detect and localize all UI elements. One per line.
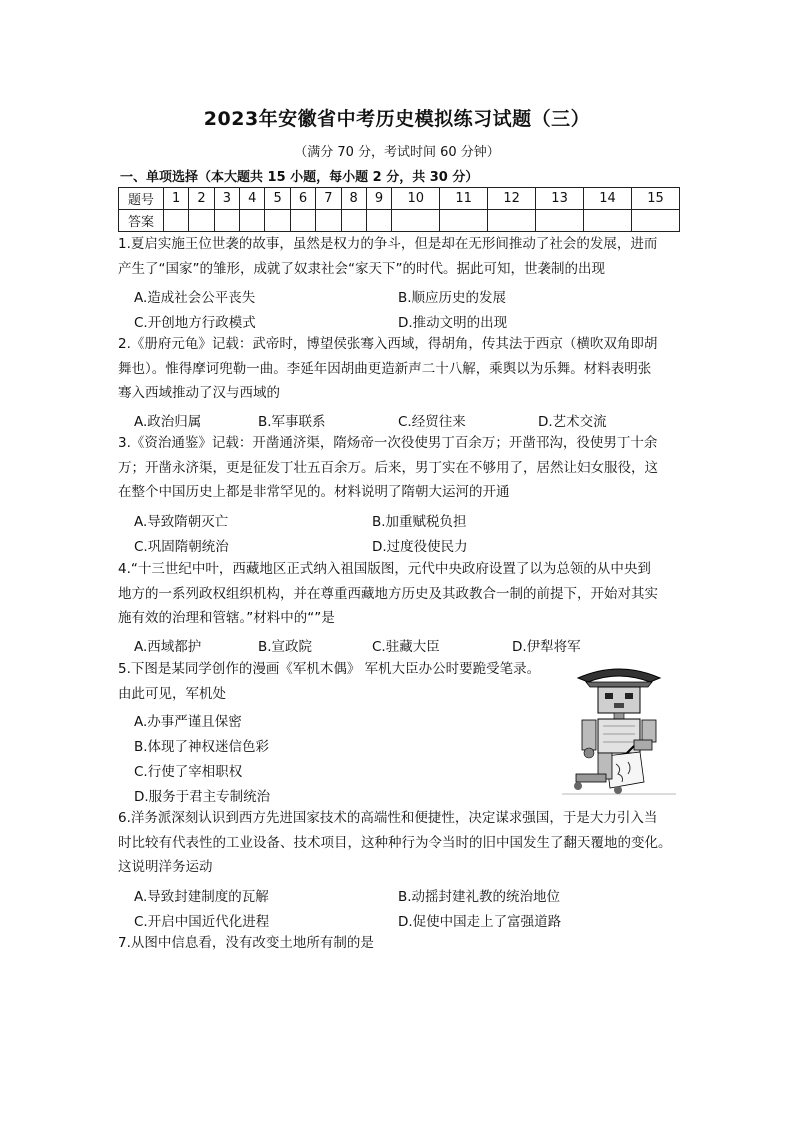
question-4-stem [118,557,678,631]
option-b[interactable]: B.宣政院 [258,639,313,655]
answer-table-answer-row [119,210,680,232]
option-d[interactable]: D.推动文明的出现 [398,315,508,331]
question-number: 4 [240,188,265,210]
answer-cell[interactable] [584,210,632,232]
option-a[interactable]: A.导致封建制度的瓦解 [134,889,269,905]
option-b[interactable]: B.动摇封建礼教的统治地位 [398,889,561,905]
option-a[interactable]: A.政治归属 [134,414,202,430]
answer-cell[interactable] [366,210,391,232]
option-b[interactable]: B.军事联系 [258,414,326,430]
question-number: 8 [341,188,366,210]
option-b[interactable]: B.体现了神权迷信色彩 [134,739,270,755]
option-a[interactable]: A.造成社会公平丧失 [134,290,256,306]
option-a[interactable]: A.办事严谨且保密 [134,714,242,730]
stem-line: 5.下图是某同学创作的漫画《军机木偶》 军机大臣办公时要跪受笔录。 [118,661,541,677]
stem-line: 产生了“国家”的雏形，成就了奴隶社会“家天下”的时代。据此可知，世袭制的出现 [118,260,605,277]
stem-line: 4.“十三世纪中叶，西藏地区正式纳入祖国版图，元代中央政府设置了以为总领的从中央到 [118,561,651,577]
stem-line: 舞也）。惟得摩诃兜勒一曲。李延年因胡曲更造新声二十八解，乘舆以为乐舞。材料表明张 [118,360,652,377]
question-6-stem [118,806,678,880]
answer-cell[interactable] [536,210,584,232]
stem-line: 万；开凿永济渠，更是征发丁壮五百余万。后来，男丁实在不够用了，居然让妇女服役，这 [118,459,658,476]
stem-line: 2.《册府元龟》记载：武帝时，博望侯张骞入西域，得胡角，传其法于西京（横吹双角即胡 [118,336,658,352]
stem-line: 7.从图中信息看，没有改变土地所有制的是 [118,935,374,951]
answer-cell[interactable] [214,210,239,232]
stem-line: 施有效的治理和管辖。”材料中的“”是 [118,610,335,626]
question-number: 7 [316,188,341,210]
option-c[interactable]: C.巩固隋朝统治 [134,539,229,555]
option-c[interactable]: C.开启中国近代化进程 [134,914,270,930]
answer-cell[interactable] [632,210,680,232]
page-title: 2023年安徽省中考历史模拟练习试题（三） [203,108,591,130]
option-b[interactable]: B.加重赋税负担 [372,514,467,530]
answer-cell[interactable] [240,210,265,232]
option-c[interactable]: C.驻藏大臣 [372,639,440,655]
question-number: 14 [584,188,632,210]
option-c[interactable]: C.开创地方行政模式 [134,315,256,331]
answer-label: 答案 [119,210,164,232]
stem-line: 地方的一系列政权组织机构，并在尊重西藏地方历史及其政教合一制的前提下，开始对其实 [118,585,658,602]
option-d[interactable]: D.过度役使民力 [372,539,468,555]
answer-table-header-row [119,188,680,210]
option-b[interactable]: B.顺应历史的发展 [398,290,507,306]
question-number: 13 [536,188,584,210]
question-5-stem [118,657,558,706]
answer-cell[interactable] [189,210,214,232]
answer-cell[interactable] [440,210,488,232]
question-2-stem [118,332,678,406]
question-number: 5 [265,188,290,210]
stem-line: 在整个中国历史上都是非常罕见的。材料说明了隋朝大运河的开通 [118,484,510,500]
question-number: 1 [164,188,189,210]
question-number: 15 [632,188,680,210]
answer-cell[interactable] [488,210,536,232]
stem-line: 1.夏启实施王位世袭的故事，虽然是权力的争斗，但是却在无形间推动了社会的发展，进而 [118,236,658,252]
question-number: 12 [488,188,536,210]
option-a[interactable]: A.西域都护 [134,639,202,655]
option-d[interactable]: D.促使中国走上了富强道路 [398,914,562,930]
question-1-stem [118,232,678,281]
question-number-label: 题号 [119,188,164,210]
section-heading: 一、单项选择（本大题共 15 小题，每小题 2 分，共 30 分） [120,170,479,185]
stem-line: 骞入西域推动了汉与西域的 [118,385,280,401]
answer-cell[interactable] [392,210,440,232]
stem-line: 这说明洋务运动 [118,859,213,875]
stem-line: 由此可见，军机处 [118,685,226,702]
question-number: 11 [440,188,488,210]
stem-line: 时比较有代表性的工业设备、技术项目，这种种行为令当时的旧中国发生了翻天覆地的变化。 [118,834,672,851]
question-7-stem [118,931,678,956]
question-number: 10 [392,188,440,210]
question-number: 9 [366,188,391,210]
option-a[interactable]: A.导致隋朝灭亡 [134,514,229,530]
answer-cell[interactable] [290,210,315,232]
answer-cell[interactable] [265,210,290,232]
question-number: 6 [290,188,315,210]
exam-info: （满分 70 分，考试时间 60 分钟） [294,145,500,160]
puppet-cartoon-illustration [558,656,680,796]
stem-line: 3.《资治通鉴》记载：开凿通济渠，隋炀帝一次役使男丁百余万；开凿邗沟，役使男丁十余 [118,435,658,451]
option-d[interactable]: D.伊犁将军 [512,639,581,655]
answer-cell[interactable] [316,210,341,232]
question-number: 3 [214,188,239,210]
answer-cell[interactable] [164,210,189,232]
answer-table [118,187,680,232]
option-c[interactable]: C.经贸往来 [398,414,466,430]
question-number: 2 [189,188,214,210]
option-c[interactable]: C.行使了宰相职权 [134,764,243,780]
option-d[interactable]: D.艺术交流 [538,414,607,430]
answer-cell[interactable] [341,210,366,232]
question-3-stem [118,431,678,505]
stem-line: 6.洋务派深刻认识到西方先进国家技术的高端性和便捷性，决定谋求强国，于是大力引入当 [118,810,658,826]
option-d[interactable]: D.服务于君主专制统治 [134,789,271,805]
